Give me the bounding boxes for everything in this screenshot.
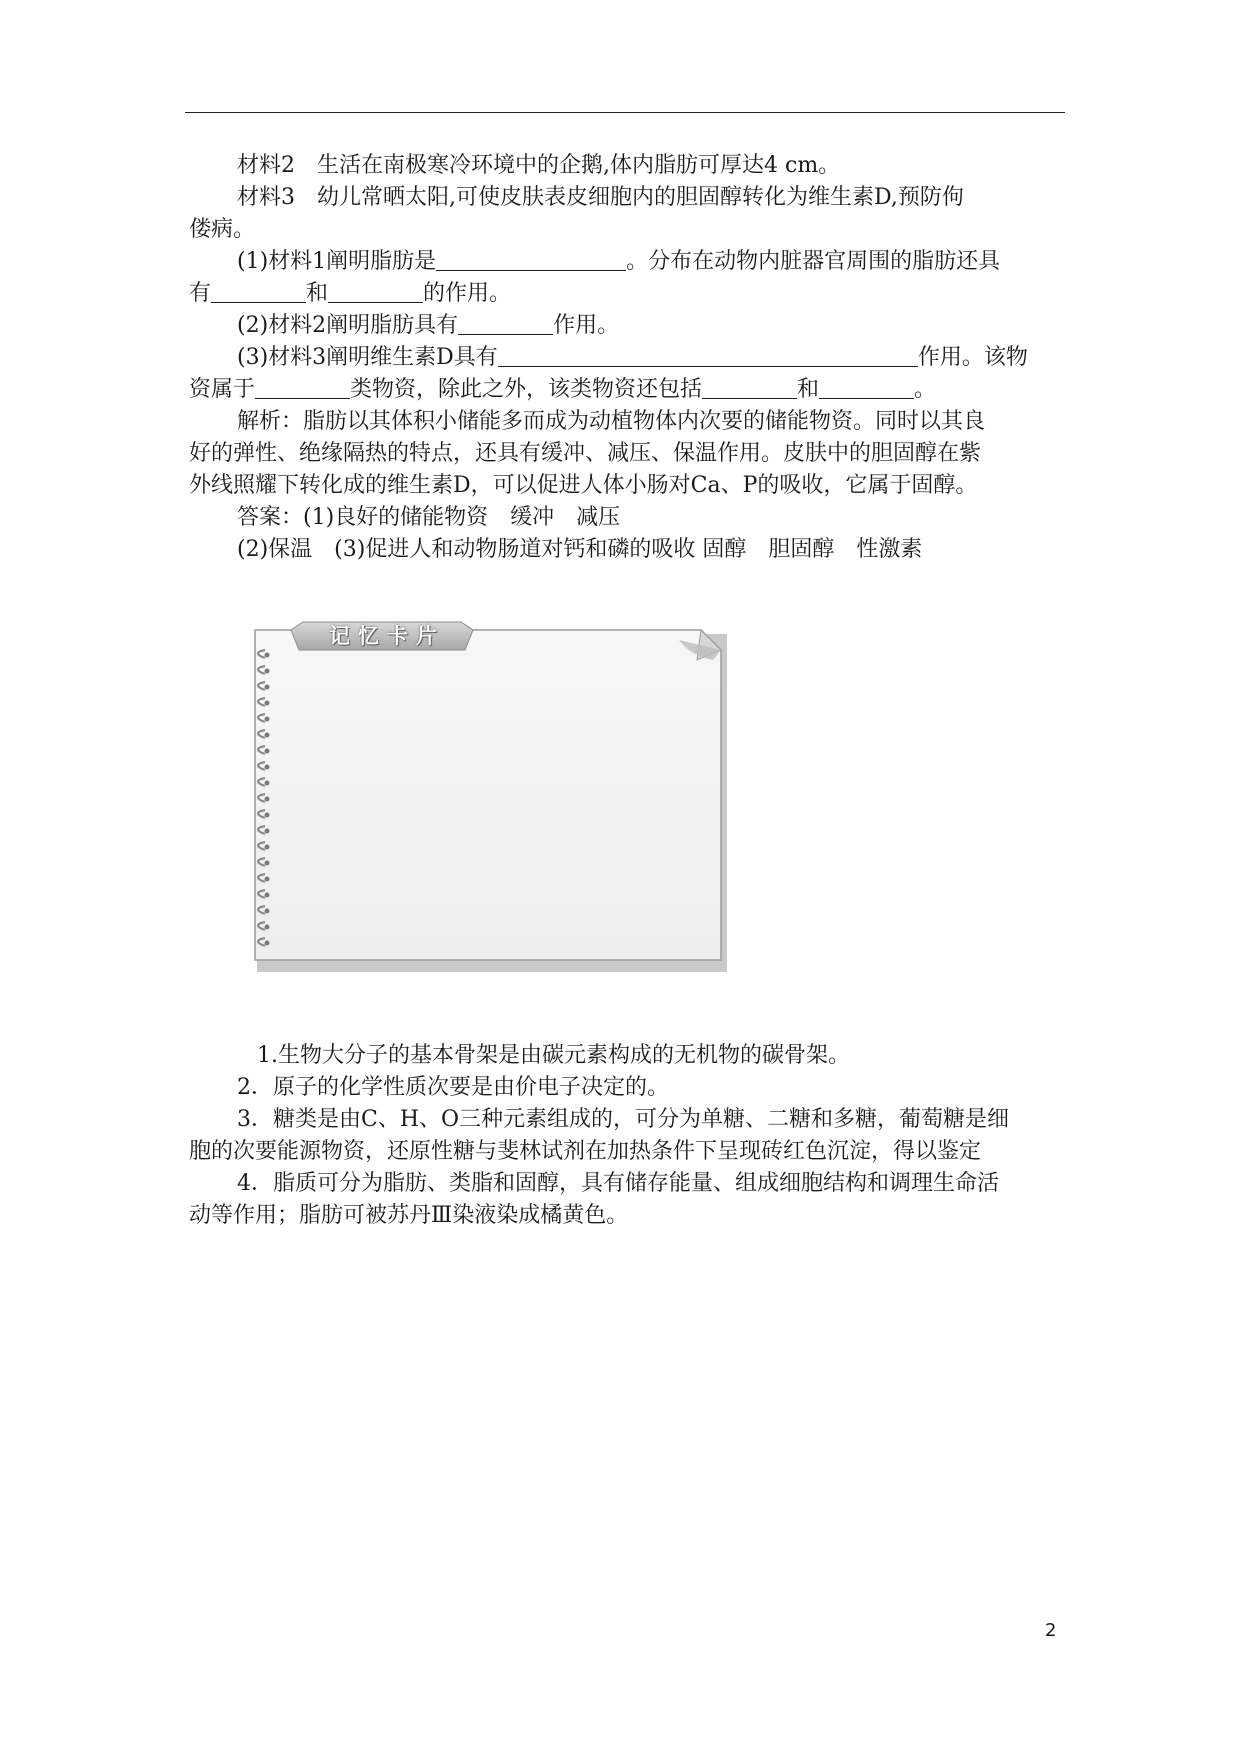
q3-text-a: (3)材料3阐明维生素D具有 [237,345,498,370]
summary-item-3: 3．糖类是由C、H、O三种元素组成的，可分为单糖、二糖和多糖，葡萄糖是细 [237,1107,1010,1132]
q2-text-b: 作用。 [553,313,620,338]
answer-blank [702,376,797,399]
answer-blank [328,280,423,303]
q3-text-e: 和 [797,377,820,402]
card-title: 记忆卡片 [329,624,445,648]
summary-item-4: 4．脂质可分为脂肪、类脂和固醇，具有储存能量、组成细胞结构和调理生命活 [237,1171,999,1196]
page-number: 2 [1045,1620,1057,1641]
material-2-label: 材料2 [237,153,295,178]
material-3-text: 幼儿常晒太阳,可使皮肤表皮细胞内的胆固醇转化为维生素D,预防佝 [317,185,964,210]
answer-blank [498,344,918,367]
answer-blank [211,280,306,303]
q3-text-b: 作用。该物 [917,345,1028,370]
summary-points [189,1040,1069,1232]
q1-text-b: 。分布在动物内脏器官周围的脂肪还具 [626,249,1001,274]
summary-item-3-cont: 胞的次要能源物资，还原性糖与斐林试剂在加热条件下呈现砖红色沉淀，得以鉴定 [189,1139,982,1164]
summary-item-1: 1.生物大分子的基本骨架是由碳元素构成的无机物的碳骨架。 [257,1043,850,1068]
exercise-text [189,150,1069,566]
question-2 [189,310,1069,342]
answer-blank [819,376,914,399]
summary-item-2: 2．原子的化学性质次要是由价电子决定的。 [237,1075,669,1100]
answer-line-2: (2)保温 (3)促进人和动物肠道对钙和磷的吸收 固醇 胆固醇 性激素 [237,537,923,562]
answer-blank [255,376,350,399]
analysis-line-3: 外线照耀下转化成的维生素D，可以促进人体小肠对Ca、P的吸收，它属于固醇。 [189,473,978,498]
analysis-line-1: 解析：脂肪以其体积小储能多而成为动植物体内次要的储能物资。同时以其良 [237,409,986,434]
material-3-cont: 偻病。 [189,217,256,242]
memory-card [235,610,735,985]
question-1 [189,246,1069,278]
material-3-label: 材料3 [237,185,295,210]
q1-text-a: (1)材料1阐明脂肪是 [237,249,437,274]
summary-item-4-cont: 动等作用；脂肪可被苏丹Ⅲ染液染成橘黄色。 [189,1203,629,1228]
header-rule [185,112,1065,113]
q3-text-d: 类物资，除此之外，该类物资还包括 [350,377,703,402]
q3-text-c: 资属于 [189,377,256,402]
question-3-cont [189,374,1069,406]
q1-text-e: 的作用。 [423,281,512,306]
answer-blank [436,248,626,271]
notebook-card-graphic [251,620,731,975]
answer-blank [458,312,553,335]
question-1-cont [189,278,1069,310]
material-2-text: 生活在南极寒冷环境中的企鹅,体内脂肪可厚达4 cm。 [317,153,841,178]
analysis-line-2: 好的弹性、绝缘隔热的特点，还具有缓冲、减压、保温作用。皮肤中的胆固醇在紫 [189,441,982,466]
answer-line-1: 答案：(1)良好的储能物资 缓冲 减压 [237,505,621,530]
material-2 [189,150,1069,182]
q3-text-f: 。 [914,377,937,402]
question-3 [189,342,1069,374]
material-3 [189,182,1069,214]
q1-text-d: 和 [306,281,329,306]
q2-text-a: (2)材料2阐明脂肪具有 [237,313,459,338]
q1-text-c: 有 [189,281,212,306]
